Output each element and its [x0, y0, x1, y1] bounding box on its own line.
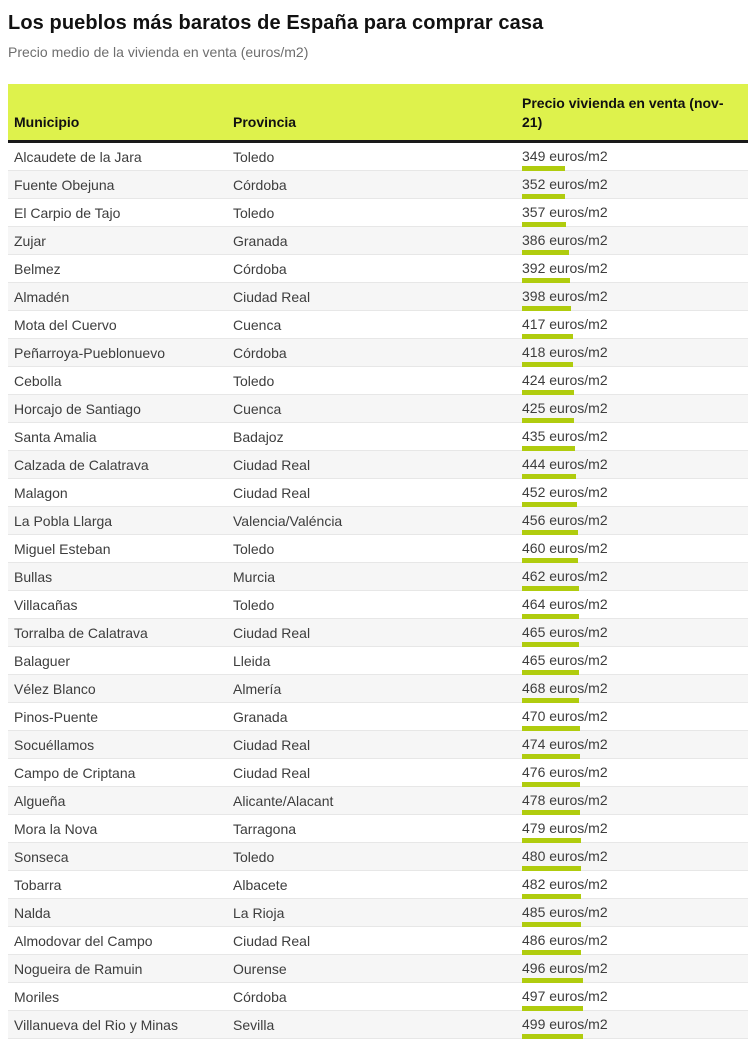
precio-cell	[522, 871, 748, 898]
precio-value: 425 euros/m2	[522, 399, 608, 416]
provincia-cell: Almería	[233, 680, 282, 697]
precio-cell	[522, 171, 748, 198]
precio-cell	[522, 367, 748, 394]
precio-value: 468 euros/m2	[522, 679, 608, 696]
municipio-cell: Nogueira de Ramuin	[14, 960, 143, 977]
municipio-cell: Malagon	[14, 484, 68, 501]
precio-value: 417 euros/m2	[522, 315, 608, 332]
municipio-cell: Santa Amalia	[14, 428, 97, 445]
municipio-cell: Mota del Cuervo	[14, 316, 117, 333]
precio-cell	[522, 675, 748, 702]
precio-value: 476 euros/m2	[522, 763, 608, 780]
precio-value: 465 euros/m2	[522, 623, 608, 640]
municipio-cell: Fuente Obejuna	[14, 176, 115, 193]
table-row	[8, 367, 748, 395]
provincia-cell: Ciudad Real	[233, 932, 311, 949]
provincia-cell: Albacete	[233, 876, 288, 893]
provincia-cell: Alicante/Alacant	[233, 792, 334, 809]
precio-value: 470 euros/m2	[522, 707, 608, 724]
precio-cell	[522, 815, 748, 842]
municipio-cell: Villanueva del Rio y Minas	[14, 1016, 178, 1033]
table-row	[8, 451, 748, 479]
municipio-cell: Almadén	[14, 288, 70, 305]
precio-cell	[522, 563, 748, 590]
page-title: Los pueblos más baratos de España para comprar casa	[8, 12, 544, 34]
precio-cell	[522, 983, 748, 1010]
precio-value: 485 euros/m2	[522, 903, 608, 920]
precio-value: 486 euros/m2	[522, 931, 608, 948]
precio-cell	[522, 227, 748, 254]
precio-cell	[522, 143, 748, 170]
municipio-cell: Almodovar del Campo	[14, 932, 153, 949]
provincia-cell: Córdoba	[233, 176, 287, 193]
precio-value: 349 euros/m2	[522, 147, 608, 164]
provincia-cell: Valencia/Valéncia	[233, 512, 343, 529]
provincia-cell: Ciudad Real	[233, 288, 311, 305]
provincia-cell: Ciudad Real	[233, 624, 311, 641]
provincia-cell: Ciudad Real	[233, 456, 311, 473]
municipio-cell: Horcajo de Santiago	[14, 400, 141, 417]
provincia-cell: La Rioja	[233, 904, 285, 921]
price-table	[8, 84, 748, 1039]
municipio-cell: Peñarroya-Pueblonuevo	[14, 344, 165, 361]
column-header-municipio: Municipio	[14, 113, 80, 130]
precio-cell	[522, 759, 748, 786]
municipio-cell: Balaguer	[14, 652, 71, 669]
precio-value: 460 euros/m2	[522, 539, 608, 556]
precio-cell	[522, 787, 748, 814]
municipio-cell: Alcaudete de la Jara	[14, 148, 142, 165]
precio-cell	[522, 591, 748, 618]
precio-value: 452 euros/m2	[522, 483, 608, 500]
table-row	[8, 759, 748, 787]
municipio-cell: Bullas	[14, 568, 53, 585]
municipio-cell: Nalda	[14, 904, 51, 921]
precio-cell	[522, 255, 748, 282]
table-row	[8, 619, 748, 647]
precio-value: 482 euros/m2	[522, 875, 608, 892]
provincia-cell: Murcia	[233, 568, 276, 585]
column-header-precio: Precio vivienda en venta (nov-21)	[522, 95, 724, 130]
table-row	[8, 955, 748, 983]
municipio-cell: Cebolla	[14, 372, 62, 389]
precio-cell	[522, 955, 748, 982]
precio-value: 480 euros/m2	[522, 847, 608, 864]
table-row	[8, 199, 748, 227]
precio-value: 424 euros/m2	[522, 371, 608, 388]
precio-value: 352 euros/m2	[522, 175, 608, 192]
municipio-cell: Torralba de Calatrava	[14, 624, 148, 641]
municipio-cell: Pinos-Puente	[14, 708, 99, 725]
provincia-cell: Toledo	[233, 848, 275, 865]
municipio-cell: Zujar	[14, 232, 46, 249]
precio-value: 479 euros/m2	[522, 819, 608, 836]
table-row	[8, 171, 748, 199]
precio-value: 456 euros/m2	[522, 511, 608, 528]
provincia-cell: Córdoba	[233, 988, 287, 1005]
municipio-cell: El Carpio de Tajo	[14, 204, 121, 221]
table-row	[8, 815, 748, 843]
municipio-cell: Mora la Nova	[14, 820, 98, 837]
provincia-cell: Toledo	[233, 540, 275, 557]
municipio-cell: Algueña	[14, 792, 66, 809]
municipio-cell: Miguel Esteban	[14, 540, 111, 557]
table-row	[8, 927, 748, 955]
table-row	[8, 647, 748, 675]
precio-value: 444 euros/m2	[522, 455, 608, 472]
municipio-cell: Sonseca	[14, 848, 69, 865]
table-row	[8, 283, 748, 311]
provincia-cell: Toledo	[233, 148, 275, 165]
municipio-cell: Socuéllamos	[14, 736, 95, 753]
provincia-cell: Cuenca	[233, 316, 282, 333]
provincia-cell: Toledo	[233, 596, 275, 613]
municipio-cell: Tobarra	[14, 876, 62, 893]
municipio-cell: La Pobla Llarga	[14, 512, 113, 529]
table-row	[8, 703, 748, 731]
table-row	[8, 1011, 748, 1039]
municipio-cell: Belmez	[14, 260, 61, 277]
precio-value: 462 euros/m2	[522, 567, 608, 584]
precio-value: 357 euros/m2	[522, 203, 608, 220]
precio-value: 496 euros/m2	[522, 959, 608, 976]
precio-bar	[522, 1034, 583, 1039]
table-row	[8, 255, 748, 283]
provincia-cell: Toledo	[233, 372, 275, 389]
provincia-cell: Granada	[233, 232, 288, 249]
table-row	[8, 563, 748, 591]
precio-value: 474 euros/m2	[522, 735, 608, 752]
precio-cell	[522, 731, 748, 758]
precio-value: 418 euros/m2	[522, 343, 608, 360]
precio-value: 499 euros/m2	[522, 1015, 608, 1032]
municipio-cell: Campo de Criptana	[14, 764, 136, 781]
precio-value: 398 euros/m2	[522, 287, 608, 304]
table-row	[8, 675, 748, 703]
provincia-cell: Córdoba	[233, 344, 287, 361]
precio-cell	[522, 927, 748, 954]
precio-cell	[522, 843, 748, 870]
table-row	[8, 479, 748, 507]
table-row	[8, 311, 748, 339]
precio-cell	[522, 535, 748, 562]
municipio-cell: Vélez Blanco	[14, 680, 96, 697]
column-header-provincia: Provincia	[233, 113, 297, 130]
precio-value: 386 euros/m2	[522, 231, 608, 248]
table-row	[8, 535, 748, 563]
precio-cell	[522, 395, 748, 422]
precio-value: 497 euros/m2	[522, 987, 608, 1004]
provincia-cell: Sevilla	[233, 1016, 275, 1033]
chart-subtitle: Precio medio de la vivienda en venta (euros/m2)	[8, 44, 309, 60]
municipio-cell: Moriles	[14, 988, 60, 1005]
provincia-cell: Granada	[233, 708, 288, 725]
table-row	[8, 899, 748, 927]
provincia-cell: Ciudad Real	[233, 736, 311, 753]
precio-value: 478 euros/m2	[522, 791, 608, 808]
provincia-cell: Ourense	[233, 960, 287, 977]
precio-cell	[522, 311, 748, 338]
table-body	[8, 143, 748, 1039]
table-row	[8, 423, 748, 451]
provincia-cell: Cuenca	[233, 400, 282, 417]
table-row	[8, 843, 748, 871]
precio-value: 392 euros/m2	[522, 259, 608, 276]
precio-cell	[522, 1011, 748, 1038]
table-row	[8, 227, 748, 255]
precio-value: 464 euros/m2	[522, 595, 608, 612]
precio-cell	[522, 339, 748, 366]
precio-cell	[522, 647, 748, 674]
municipio-cell: Villacañas	[14, 596, 78, 613]
precio-cell	[522, 703, 748, 730]
precio-cell	[522, 199, 748, 226]
precio-cell	[522, 423, 748, 450]
provincia-cell: Tarragona	[233, 820, 297, 837]
provincia-cell: Toledo	[233, 204, 275, 221]
provincia-cell: Lleida	[233, 652, 271, 669]
precio-value: 465 euros/m2	[522, 651, 608, 668]
precio-cell	[522, 283, 748, 310]
table-row	[8, 983, 748, 1011]
provincia-cell: Badajoz	[233, 428, 284, 445]
precio-cell	[522, 479, 748, 506]
precio-cell	[522, 619, 748, 646]
municipio-cell: Calzada de Calatrava	[14, 456, 149, 473]
table-row	[8, 143, 748, 171]
provincia-cell: Córdoba	[233, 260, 287, 277]
table-row	[8, 339, 748, 367]
provincia-cell: Ciudad Real	[233, 484, 311, 501]
table-row	[8, 395, 748, 423]
precio-cell	[522, 899, 748, 926]
precio-cell	[522, 451, 748, 478]
precio-cell	[522, 507, 748, 534]
table-header-row	[8, 84, 748, 143]
table-row	[8, 787, 748, 815]
precio-value: 435 euros/m2	[522, 427, 608, 444]
table-row	[8, 731, 748, 759]
table-row	[8, 871, 748, 899]
table-row	[8, 591, 748, 619]
provincia-cell: Ciudad Real	[233, 764, 311, 781]
table-row	[8, 507, 748, 535]
